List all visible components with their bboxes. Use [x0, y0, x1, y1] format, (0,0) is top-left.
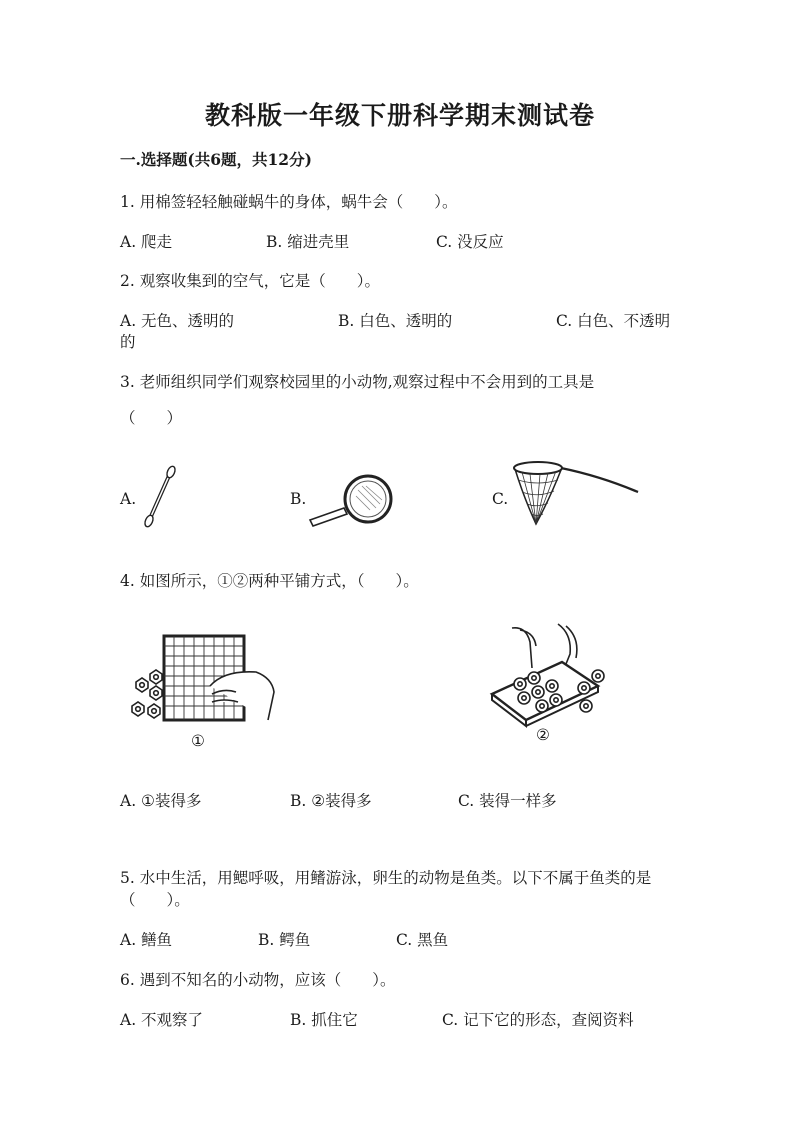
q1-option-a: A. 爬走 [120, 233, 173, 251]
q4-option-b: B. ②装得多 [290, 792, 372, 810]
figure-2-label: ② [536, 726, 550, 744]
q5-option-c: C. 黑鱼 [396, 931, 449, 949]
question-1: 1. 用棉签轻轻触碰蜗牛的身体，蜗牛会（ ）。 [120, 193, 458, 211]
q3-option-a: A. [120, 490, 137, 508]
question-6: 6. 遇到不知名的小动物，应该（ ）。 [120, 971, 396, 989]
tiling-figure-1-image [128, 630, 278, 728]
q4-option-c: C. 装得一样多 [458, 792, 557, 810]
figure-1-label: ① [191, 732, 205, 750]
q3-option-c: C. [492, 490, 509, 508]
page-title: 教科版一年级下册科学期末测试卷 [204, 101, 595, 130]
q5-option-a: A. 鳝鱼 [120, 931, 173, 949]
question-4: 4. 如图所示，①②两种平铺方式，（ ）。 [120, 572, 419, 590]
q2-option-a: A. 无色、透明的 [120, 312, 235, 330]
cotton-swab-image [140, 465, 180, 529]
q5-option-b: B. 鳄鱼 [258, 931, 311, 949]
question-5-answer-blank: （ ）。 [120, 891, 190, 909]
q6-option-c: C. 记下它的形态，查阅资料 [442, 1011, 634, 1029]
q6-option-a: A. 不观察了 [120, 1011, 204, 1029]
section-heading: 一.选择题(共6题，共12分) [120, 150, 312, 169]
butterfly-net-image [510, 458, 642, 528]
q4-option-a: A. ①装得多 [120, 792, 202, 810]
q2-option-c-wrap: 的 [120, 333, 136, 351]
q1-option-c: C. 没反应 [436, 233, 504, 251]
question-2: 2. 观察收集到的空气，它是（ ）。 [120, 272, 380, 290]
q3-option-b: B. [290, 490, 307, 508]
q1-option-b: B. 缩进壳里 [266, 233, 350, 251]
q2-option-b: B. 白色、透明的 [338, 312, 453, 330]
q6-option-b: B. 抓住它 [290, 1011, 358, 1029]
question-3: 3. 老师组织同学们观察校园里的小动物,观察过程中不会用到的工具是 [120, 373, 595, 391]
magnifying-glass-image [306, 474, 396, 528]
question-5: 5. 水中生活，用鳃呼吸，用鳍游泳，卵生的动物是鱼类。以下不属于鱼类的是 [120, 869, 652, 887]
tiling-figure-2-image [486, 624, 612, 728]
q2-option-c: C. 白色、不透明 [556, 312, 671, 330]
question-3-answer-blank: （ ） [120, 409, 183, 427]
